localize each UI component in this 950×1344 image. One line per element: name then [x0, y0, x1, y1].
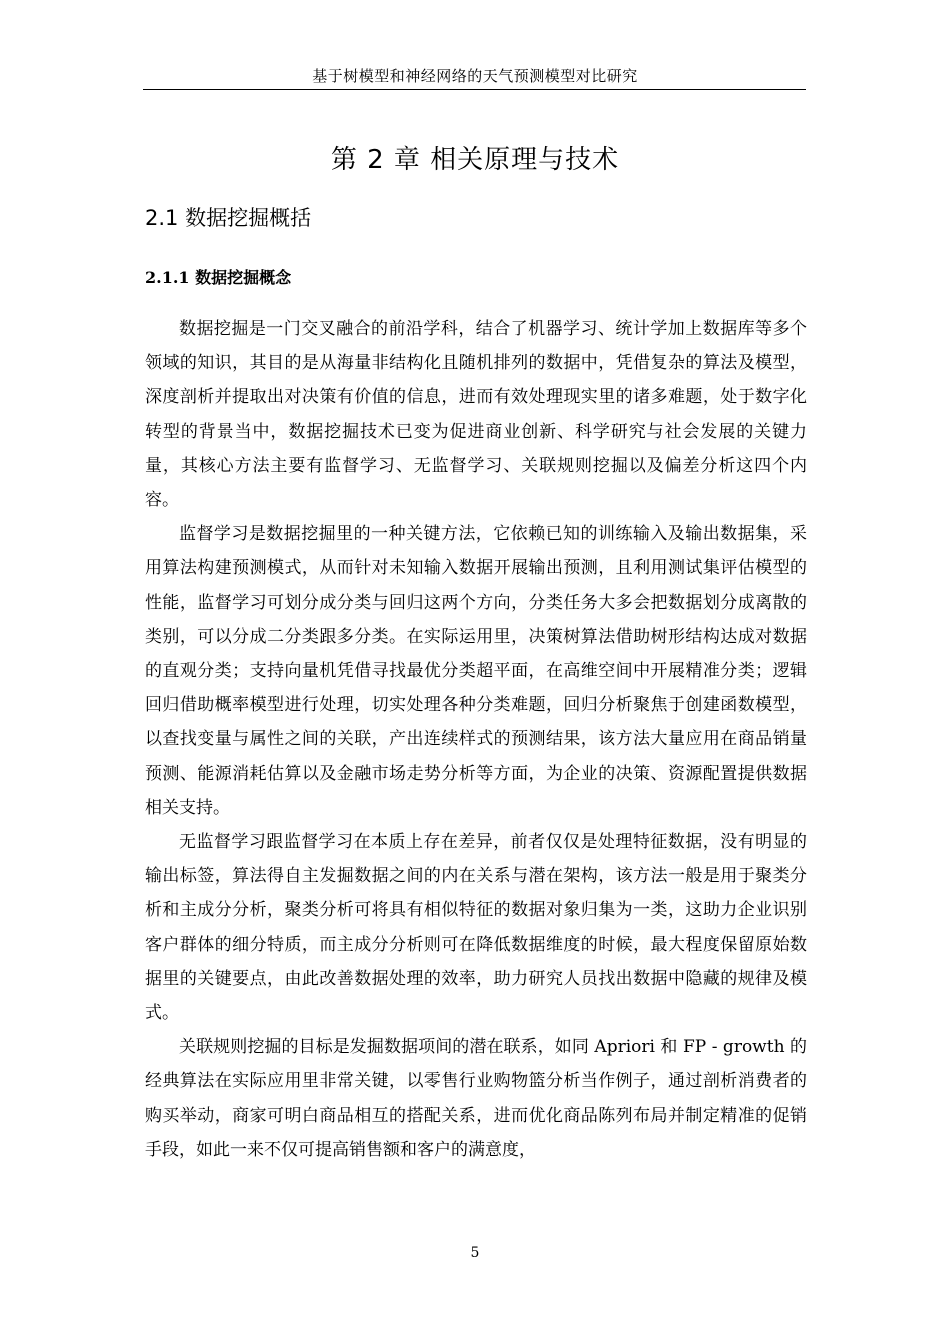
paragraph-data-mining-definition: 数据挖掘是一门交叉融合的前沿学科，结合了机器学习、统计学加上数据库等多个领域的知识，其目的是从海量非结构化且随机排列的数据中，凭借复杂的算法及模型，深度剖析并提取出对决策有价值的信息，进而有效处理现实里的诸多难题，处于数字化转型的背景当中，数据挖掘技术已变为促进商业创新、科学研究与社会发展的关键力量，其核心方法主要有监督学习、无监督学习、关联规则挖掘以及偏差分析这四个内容。: [145, 319, 807, 511]
page-number: 5: [470, 1245, 480, 1261]
body-text: [145, 312, 807, 1167]
running-header: 基于树模型和神经网络的天气预测模型对比研究: [312, 67, 638, 85]
paragraph-unsupervised-learning: 无监督学习跟监督学习在本质上存在差异，前者仅仅是处理特征数据，没有明显的输出标签，算法得自主发掘数据之间的内在关系与潜在架构，该方法一般是用于聚类分析和主成分分析，聚类分析可将具有相似特征的数据对象归集为一类，这助力企业识别客户群体的细分特质，而主成分分析则可在降低数据维度的时候，最大程度保留原始数据里的关键要点，由此改善数据处理的效率，助力研究人员找出数据中隐藏的规律及模式。: [145, 832, 807, 1024]
header-rule: [143, 89, 806, 90]
paragraph-association-rules: 关联规则挖掘的目标是发掘数据项间的潜在联系，如同 Apriori 和 FP - growth 的经典算法在实际应用里非常关键，以零售行业购物篮分析当作例子，通过剖析消费者的购买举动，商家可明白商品相互的搭配关系，进而优化商品陈列布局并制定精准的促销手段，如此一来不仅可提高销售额和客户的满意度，: [145, 1037, 807, 1160]
paragraph-supervised-learning: 监督学习是数据挖掘里的一种关键方法，它依赖已知的训练输入及输出数据集，采用算法构建预测模式，从而针对未知输入数据开展输出预测，且利用测试集评估模型的性能，监督学习可划分成分类与回归这两个方向，分类任务大多会把数据划分成离散的类别，可以分成二分类跟多分类。在实际运用里，决策树算法借助树形结构达成对数据的直观分类；支持向量机凭借寻找最优分类超平面，在高维空间中开展精准分类；逻辑回归借助概率模型进行处理，切实处理各种分类难题，回归分析聚焦于创建函数模型，以查找变量与属性之间的关联，产出连续样式的预测结果，该方法大量应用在商品销量预测、能源消耗估算以及金融市场走势分析等方面，为企业的决策、资源配置提供数据相关支持。: [145, 524, 807, 818]
subsection-heading: 2.1.1 数据挖掘概念: [145, 268, 292, 287]
section-heading: 2.1 数据挖掘概括: [145, 206, 312, 230]
chapter-title: 第 2 章 相关原理与技术: [330, 145, 620, 175]
